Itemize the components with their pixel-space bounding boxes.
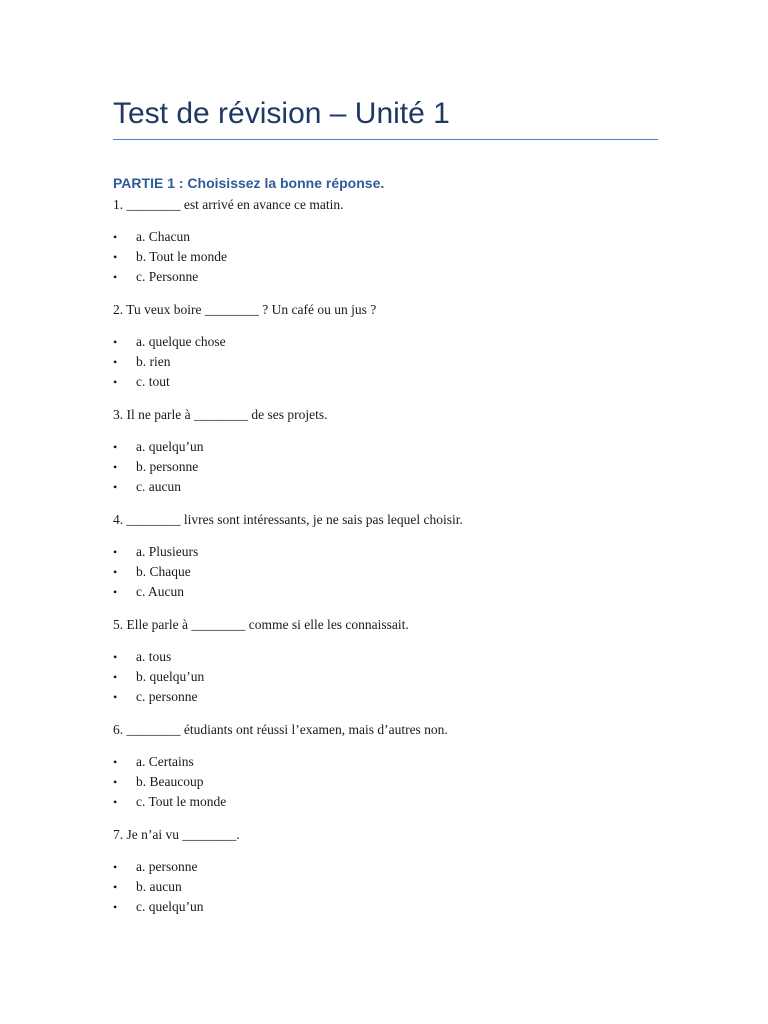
question-list	[113, 195, 658, 930]
question-1	[113, 195, 658, 300]
option-label: a. tous	[136, 649, 172, 664]
option-label: a. personne	[136, 859, 198, 874]
bullet-icon: •	[113, 690, 118, 704]
question-2	[113, 300, 658, 405]
question-prompt: 6. ________ étudiants ont réussi l’examen, mais d’autres non.	[113, 722, 448, 737]
question-6	[113, 720, 658, 825]
bullet-icon: •	[113, 650, 118, 664]
option-label: c. aucun	[136, 479, 181, 494]
part-heading: PARTIE 1 : Choisissez la bonne réponse.	[113, 175, 385, 191]
bullet-icon: •	[113, 900, 118, 914]
question-7	[113, 825, 658, 930]
bullet-icon: •	[113, 480, 118, 494]
bullet-icon: •	[113, 230, 118, 244]
bullet-icon: •	[113, 755, 118, 769]
question-4	[113, 510, 658, 615]
bullet-icon: •	[113, 670, 118, 684]
document-title: Test de révision – Unité 1	[113, 97, 450, 130]
option-label: a. quelqu’un	[136, 439, 204, 454]
title-underline	[113, 139, 658, 140]
bullet-icon: •	[113, 460, 118, 474]
option-label: c. tout	[136, 374, 170, 389]
question-prompt: 7. Je n’ai vu ________.	[113, 827, 240, 842]
question-prompt: 1. ________ est arrivé en avance ce matin.	[113, 197, 344, 212]
option-label: c. personne	[136, 689, 198, 704]
bullet-icon: •	[113, 355, 118, 369]
bullet-icon: •	[113, 795, 118, 809]
bullet-icon: •	[113, 860, 118, 874]
bullet-icon: •	[113, 775, 118, 789]
bullet-icon: •	[113, 545, 118, 559]
option-label: a. Certains	[136, 754, 194, 769]
option-label: c. Personne	[136, 269, 199, 284]
bullet-icon: •	[113, 375, 118, 389]
bullet-icon: •	[113, 565, 118, 579]
option-label: c. Tout le monde	[136, 794, 227, 809]
option-label: a. Chacun	[136, 229, 190, 244]
option-label: b. rien	[136, 354, 171, 369]
option-label: c. Aucun	[136, 584, 184, 599]
bullet-icon: •	[113, 270, 118, 284]
option-label: b. quelqu’un	[136, 669, 205, 684]
bullet-icon: •	[113, 880, 118, 894]
question-5	[113, 615, 658, 720]
question-prompt: 3. Il ne parle à ________ de ses projets.	[113, 407, 328, 422]
question-3	[113, 405, 658, 510]
question-prompt: 2. Tu veux boire ________ ? Un café ou un jus ?	[113, 302, 377, 317]
option-label: b. Tout le monde	[136, 249, 228, 264]
option-label: b. Chaque	[136, 564, 191, 579]
bullet-icon: •	[113, 585, 118, 599]
bullet-icon: •	[113, 335, 118, 349]
option-label: b. Beaucoup	[136, 774, 204, 789]
option-label: b. personne	[136, 459, 199, 474]
option-label: c. quelqu’un	[136, 899, 204, 914]
option-label: a. quelque chose	[136, 334, 226, 349]
option-label: a. Plusieurs	[136, 544, 199, 559]
bullet-icon: •	[113, 250, 118, 264]
bullet-icon: •	[113, 440, 118, 454]
question-prompt: 4. ________ livres sont intéressants, je ne sais pas lequel choisir.	[113, 512, 463, 527]
option-label: b. aucun	[136, 879, 182, 894]
question-prompt: 5. Elle parle à ________ comme si elle les connaissait.	[113, 617, 409, 632]
